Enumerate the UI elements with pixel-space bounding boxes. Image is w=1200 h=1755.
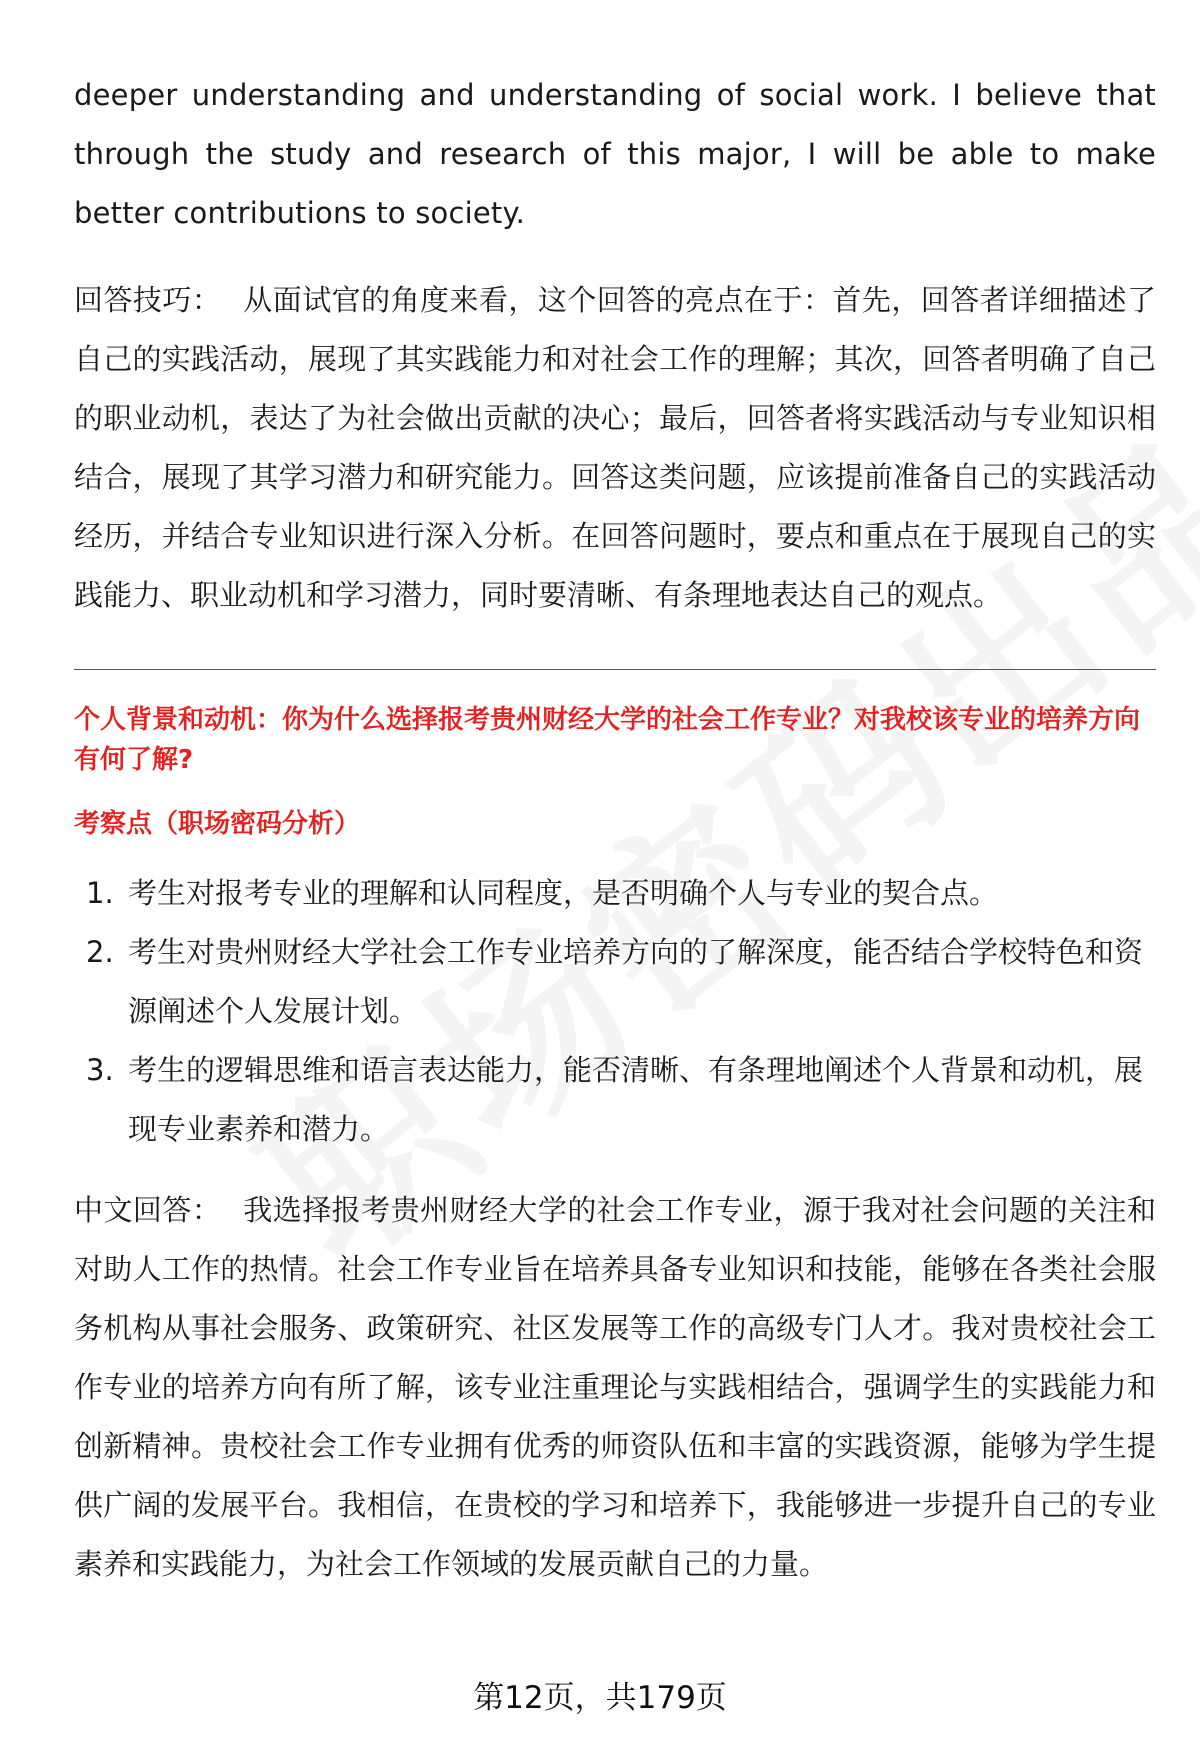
exam-point-item <box>74 1041 1156 1159</box>
document-page <box>74 66 1156 1594</box>
section-divider <box>74 669 1156 670</box>
answer-tips-label: 回答技巧： <box>74 283 222 317</box>
chinese-answer-label: 中文回答： <box>74 1193 222 1227</box>
question-heading: 个人背景和动机：你为什么选择报考贵州财经大学的社会工作专业？对我校该专业的培养方向有何了解? <box>74 705 1141 775</box>
exam-points-list <box>74 864 1156 1159</box>
exam-point-number: 1. <box>86 876 114 910</box>
chinese-answer-text: 我选择报考贵州财经大学的社会工作专业，源于我对社会问题的关注和对助人工作的热情。社会工作专业旨在培养具备专业知识和技能，能够在各类社会服务机构从事社会服务、政策研究、社区发展等工作的高级专门人才。我对贵校社会工作专业的培养方向有所了解，该专业注重理论与实践相结合，强调学生的实践能力和创新精神。贵校社会工作专业拥有优秀的师资队伍和丰富的实践资源，能够为学生提供广阔的发展平台。我相信，在贵校的学习和培养下，我能够进一步提升自己的专业素养和实践能力，为社会工作领域的发展贡献自己的力量。 <box>74 1193 1156 1581</box>
intro-english-paragraph: deeper understanding and understanding of social work. I believe that through the study and research of this major, I will be able to make better contributions to society. <box>74 78 1156 230</box>
chinese-answer-paragraph <box>74 1181 1156 1594</box>
answer-tips-paragraph <box>74 271 1156 625</box>
answer-tips-text: 从面试官的角度来看，这个回答的亮点在于：首先，回答者详细描述了自己的实践活动，展现了其实践能力和对社会工作的理解；其次，回答者明确了自己的职业动机，表达了为社会做出贡献的决心；最后，回答者将实践活动与专业知识相结合，展现了其学习潜力和研究能力。回答这类问题，应该提前准备自己的实践活动经历，并结合专业知识进行深入分析。在回答问题时，要点和重点在于展现自己的实践能力、职业动机和学习潜力，同时要清晰、有条理地表达自己的观点。 <box>74 283 1156 612</box>
exam-point-text: 考生对报考专业的理解和认同程度，是否明确个人与专业的契合点。 <box>128 876 999 910</box>
exam-point-text: 考生的逻辑思维和语言表达能力，能否清晰、有条理地阐述个人背景和动机，展现专业素养和潜力。 <box>128 1053 1144 1146</box>
exam-points-title: 考察点（职场密码分析） <box>74 809 361 839</box>
page-number-footer: 第12页，共179页 <box>473 1680 727 1716</box>
exam-point-item <box>74 923 1156 1041</box>
exam-point-item <box>74 864 1156 923</box>
exam-point-text: 考生对贵州财经大学社会工作专业培养方向的了解深度，能否结合学校特色和资源阐述个人发展计划。 <box>128 935 1144 1028</box>
exam-point-number: 2. <box>86 935 114 969</box>
exam-point-number: 3. <box>86 1053 114 1087</box>
